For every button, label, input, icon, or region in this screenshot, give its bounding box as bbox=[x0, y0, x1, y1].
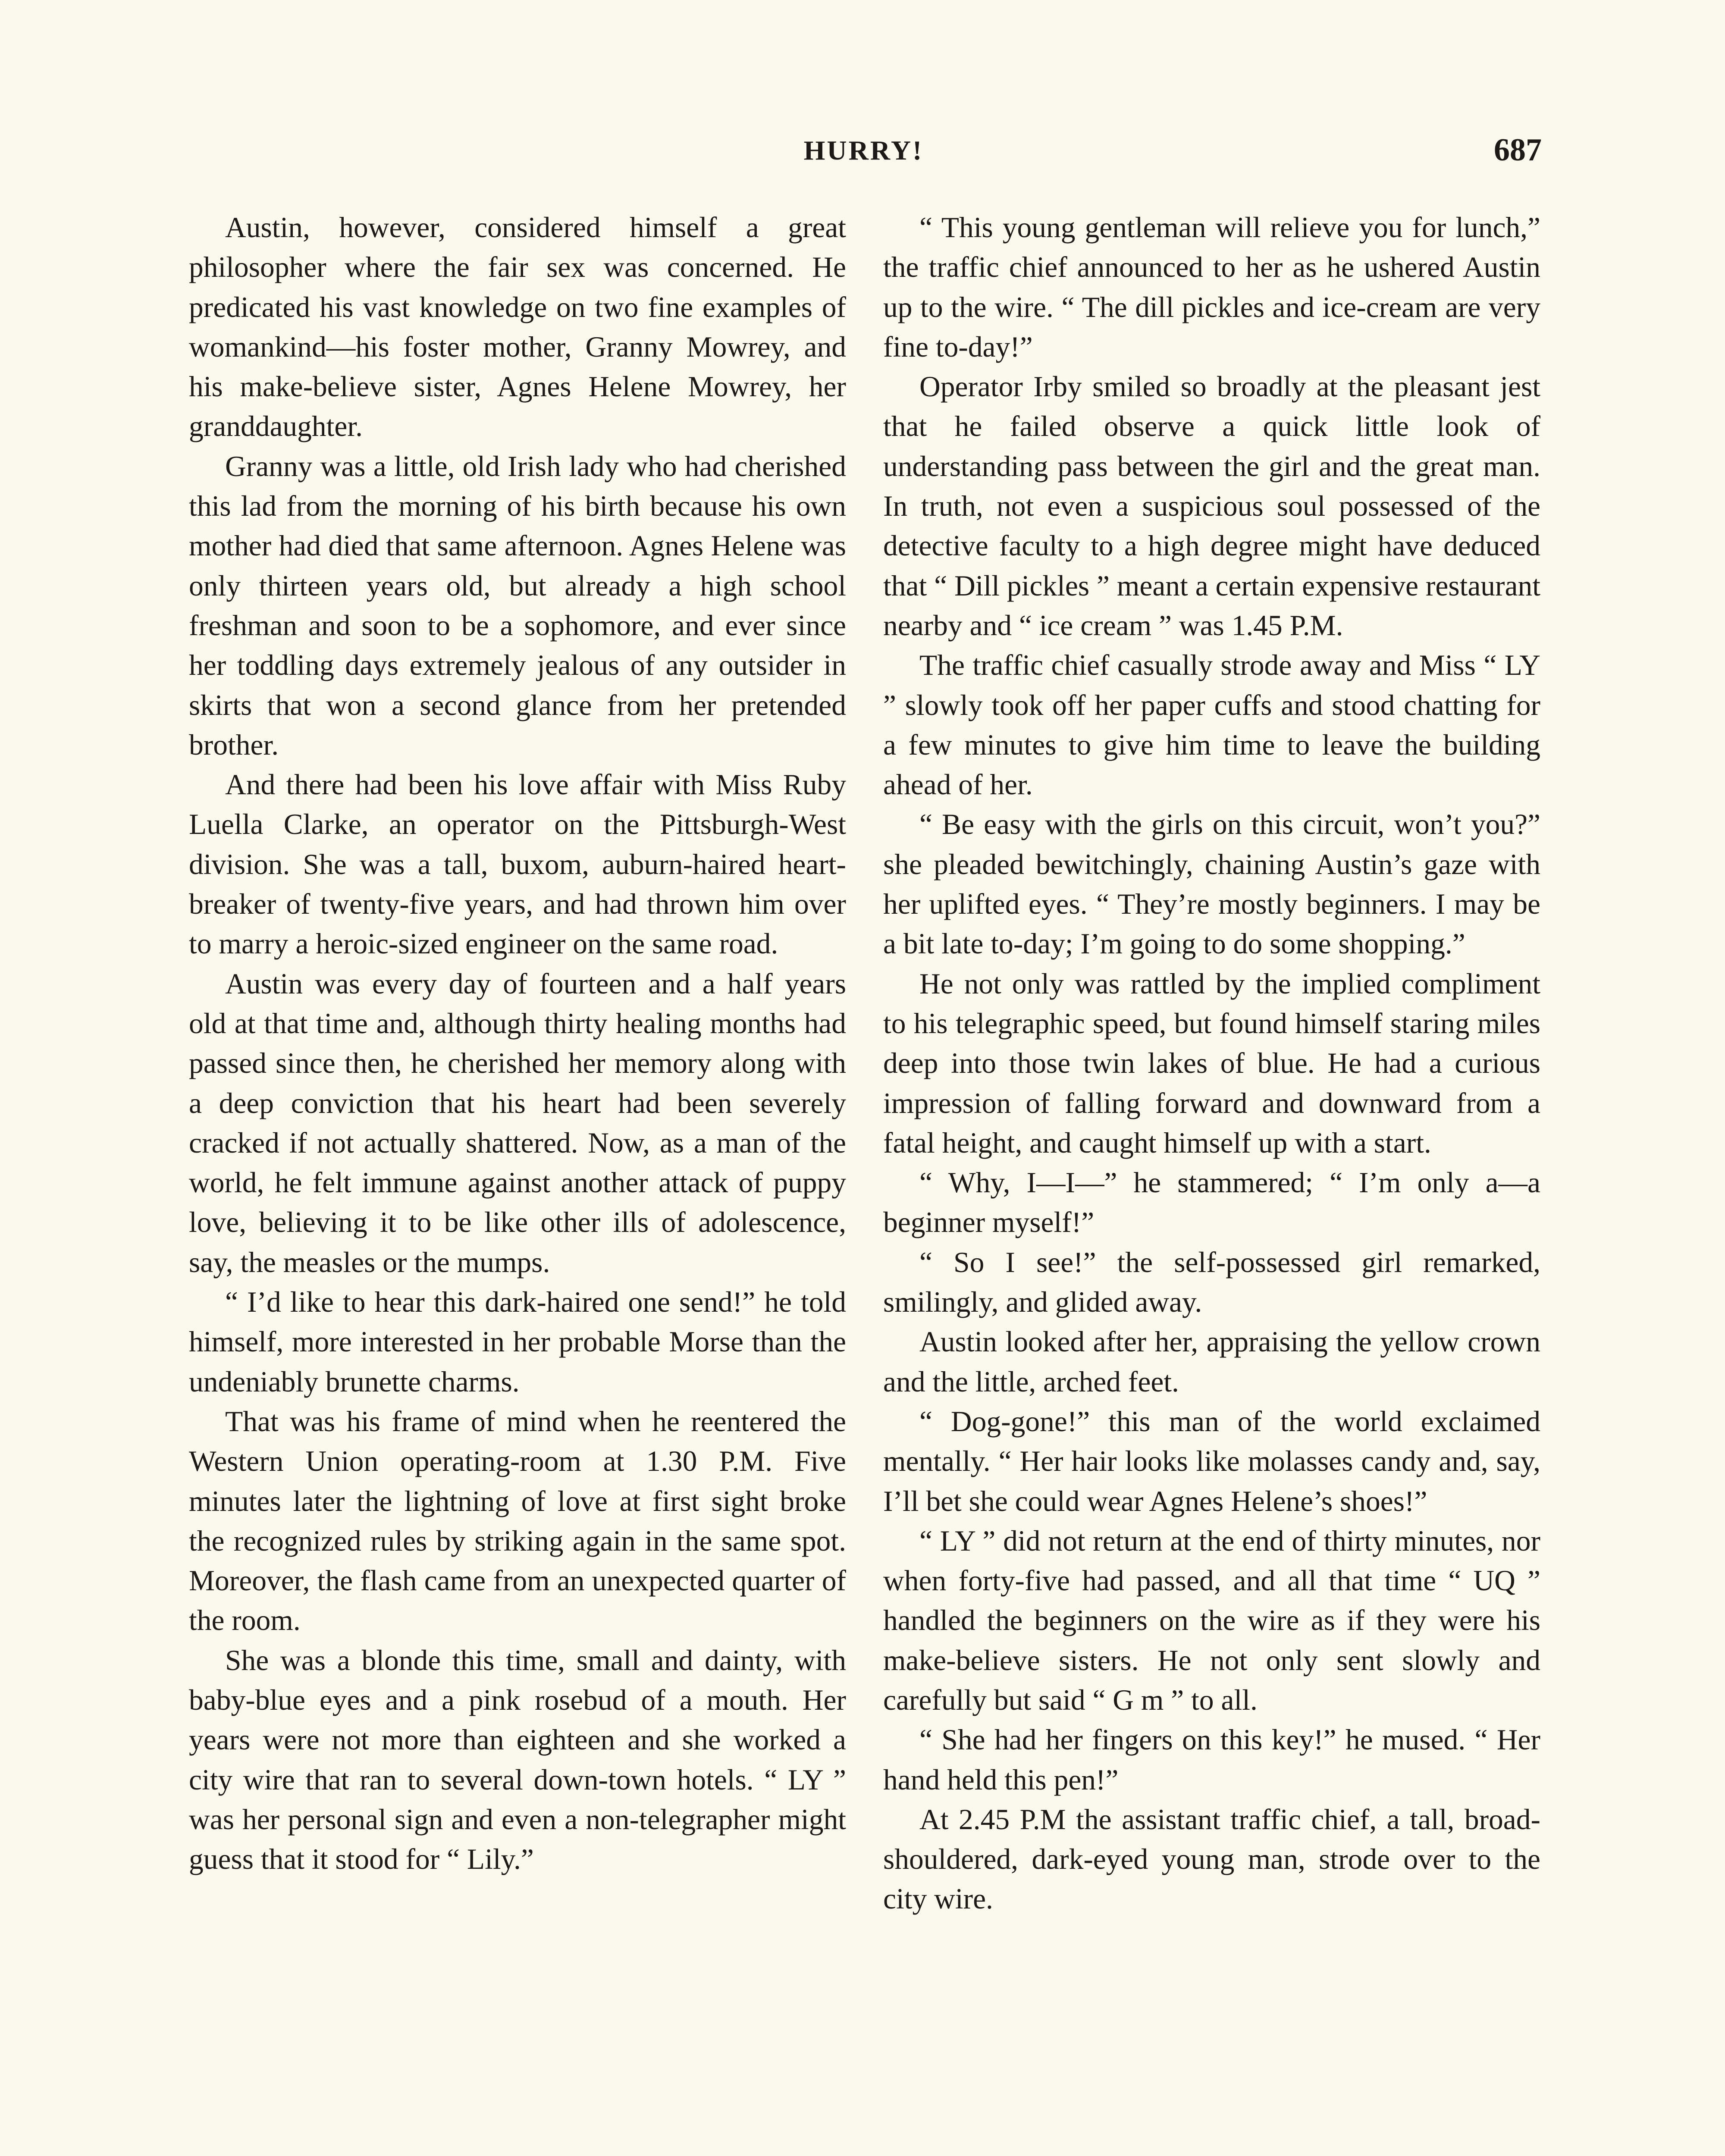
right-column bbox=[883, 208, 1540, 1919]
running-title: HURRY! bbox=[803, 135, 924, 166]
paragraph: He not only was rattled by the implied compliment to his telegraphic speed, but found himself staring miles deep into those twin lakes of blue. He had a curious impression of falling forward and downward from a fatal height, and caught himself up with a start. bbox=[883, 967, 1540, 1159]
paragraph: Granny was a little, old Irish lady who had cherished this lad from the morning of his birth because his own mother had died that same afternoon. Agnes Helene was only thirteen years old, but already a high school freshman and soon to be a sophomore, and ever since her toddling days extremely jealous of any outsider in skirts that won a second glance from her pretended brother. bbox=[189, 450, 846, 761]
paragraph: That was his frame of mind when he reentered the Western Union operating-room at 1.30 P.M. Five minutes later the lightning of love at first sight broke the recognized rules by striking again in the same spot. Moreover, the flash came from an unexpected quarter of the room. bbox=[189, 1405, 846, 1637]
paragraph: The traffic chief casually strode away and Miss “ LY ” slowly took off her paper cuffs and stood chatting for a few minutes to give him time to leave the building ahead of her. bbox=[883, 649, 1540, 801]
paragraph: At 2.45 P.M the assistant traffic chief, a tall, broad-shouldered, dark-eyed young man, strode over to the city wire. bbox=[883, 1803, 1540, 1915]
page-header bbox=[185, 132, 1542, 186]
paragraph: “ Dog-gone!” this man of the world exclaimed mentally. “ Her hair looks like molasses candy and, say, I’ll bet she could wear Agnes Helene’s shoes!” bbox=[883, 1405, 1540, 1517]
paragraph: Austin was every day of fourteen and a half years old at that time and, although thirty healing months had passed since then, he cherished her memory along with a deep conviction that his heart had been severely cracked if not actually shattered. Now, as a man of the world, he felt immune against another attack of puppy love, believing it to be like other ills of adolescence, say, the measles or the mumps. bbox=[189, 967, 846, 1279]
paragraph: Austin, however, considered himself a great philosopher where the fair sex was concerned. He predicated his vast knowledge on two fine examples of womankind—his foster mother, Granny Mowrey, and his make-believe sister, Agnes Helene Mowrey, her granddaughter. bbox=[189, 211, 846, 443]
paragraph: “ This young gentleman will relieve you for lunch,” the traffic chief announced to her as he ushered Austin up to the wire. “ The dill pickles and ice-cream are very fine to-day!” bbox=[883, 211, 1540, 363]
paragraph: Operator Irby smiled so broadly at the pleasant jest that he failed observe a quick little look of understanding pass between the girl and the great man. In truth, not even a suspicious soul possessed of the detective faculty to a high degree might have deduced that “ Dill pickles ” meant a certain expensive restaurant nearby and “ ice cream ” was 1.45 P.M. bbox=[883, 370, 1540, 642]
paragraph: “ Why, I—I—” he stammered; “ I’m only a—a beginner myself!” bbox=[883, 1166, 1540, 1239]
paragraph: She was a blonde this time, small and dainty, with baby-blue eyes and a pink rosebud of a mouth. Her years were not more than eighteen and she worked a city wire that ran to several down-town hotels. “ LY ” was her personal sign and even a non-telegrapher might guess that it stood for “ Lily.” bbox=[189, 1644, 846, 1876]
paragraph: “ Be easy with the girls on this circuit, won’t you?” she pleaded bewitchingly, chaining Austin’s gaze with her uplifted eyes. “ They’re mostly beginners. I may be a bit late to-day; I’m going to do some shopping.” bbox=[883, 808, 1540, 960]
paragraph: “ So I see!” the self-possessed girl remarked, smilingly, and glided away. bbox=[883, 1246, 1540, 1319]
paragraph: Austin looked after her, appraising the yellow crown and the little, arched feet. bbox=[883, 1326, 1540, 1398]
page-number: 687 bbox=[1494, 132, 1542, 168]
paragraph: “ She had her fingers on this key!” he mused. “ Her hand held this pen!” bbox=[883, 1724, 1540, 1796]
paragraph: “ I’d like to hear this dark-haired one send!” he told himself, more interested in her probable Morse than the undeniably brunette charms. bbox=[189, 1286, 846, 1398]
paragraph: And there had been his love affair with Miss Ruby Luella Clarke, an operator on the Pittsburgh-West division. She was a tall, buxom, auburn-haired heart-breaker of twenty-five years, and had thrown him over to marry a heroic-sized engineer on the same road. bbox=[189, 768, 846, 960]
paragraph: “ LY ” did not return at the end of thirty minutes, nor when forty-five had passed, and all that time “ UQ ” handled the beginners on the wire as if they were his make-believe sisters. He not only sent slowly and carefully but said “ G m ” to all. bbox=[883, 1524, 1540, 1716]
left-column bbox=[189, 208, 846, 1879]
